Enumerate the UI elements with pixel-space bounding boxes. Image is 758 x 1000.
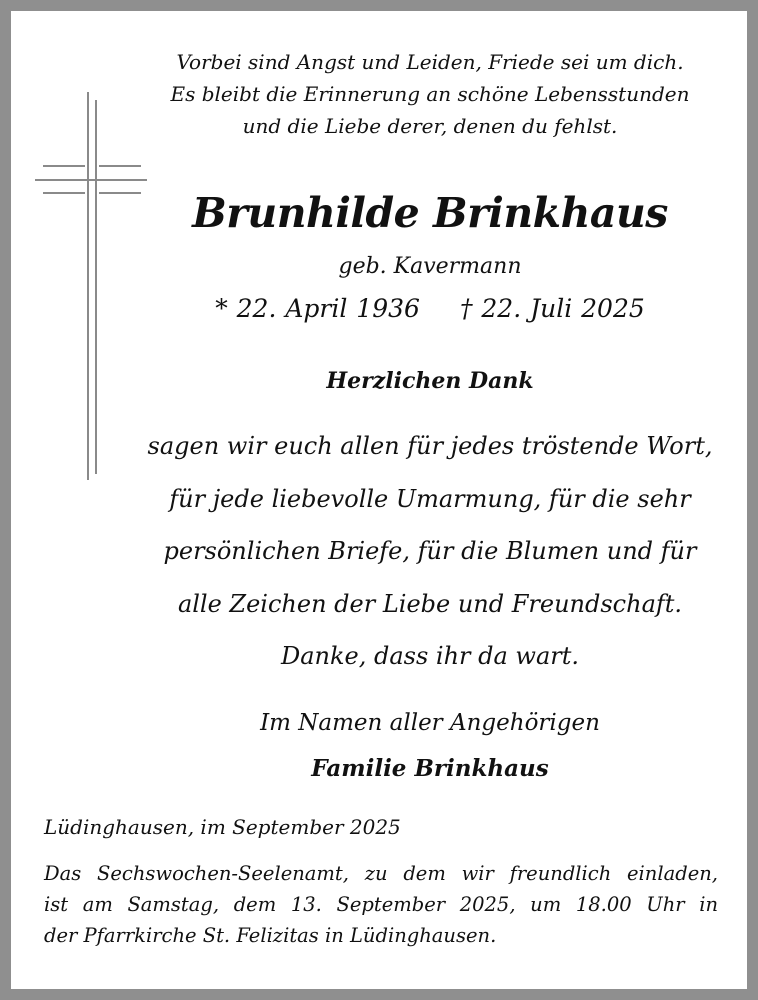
memorial-verse bbox=[130, 46, 730, 142]
birth-date: * 22. April 1936 bbox=[215, 294, 420, 323]
signature bbox=[130, 700, 730, 792]
thanks-line: persönlichen Briefe, für die Blumen und für bbox=[163, 537, 697, 565]
thanks-heading: Herzlichen Dank bbox=[326, 368, 534, 394]
life-dates bbox=[130, 291, 730, 327]
notice-line: der Pfarrkirche St. Felizitas in Lüdinghausen. bbox=[44, 924, 497, 947]
signature-intro: Im Namen aller Angehörigen bbox=[260, 710, 600, 736]
place-date: Lüdinghausen, im September 2025 bbox=[44, 815, 401, 839]
thanks-line: sagen wir euch allen für jedes tröstende Wort, bbox=[147, 432, 713, 460]
notice-line: ist am Samstag, dem 13. September 2025, um 18.00 Uhr in bbox=[44, 893, 718, 916]
verse-line: Vorbei sind Angst und Leiden, Friede sei um dich. bbox=[176, 50, 684, 74]
service-notice bbox=[44, 858, 718, 951]
deceased-name: Brunhilde Brinkhaus bbox=[192, 189, 668, 237]
thanks-line: Danke, dass ihr da wart. bbox=[280, 642, 580, 670]
verse-line: Es bleibt die Erinnerung an schöne Lebensstunden bbox=[170, 82, 690, 106]
birth-name: geb. Kavermann bbox=[338, 254, 522, 279]
verse-line: und die Liebe derer, denen du fehlst. bbox=[242, 114, 618, 138]
signature-family: Familie Brinkhaus bbox=[311, 755, 549, 782]
thanks-text bbox=[130, 420, 730, 683]
thanks-line: für jede liebevolle Umarmung, für die sehr bbox=[169, 484, 691, 513]
notice-line: Das Sechswochen-Seelenamt, zu dem wir freundlich einladen, bbox=[44, 862, 718, 885]
thanks-line: alle Zeichen der Liebe und Freundschaft. bbox=[177, 589, 683, 618]
death-date: † 22. Juli 2025 bbox=[459, 294, 645, 323]
